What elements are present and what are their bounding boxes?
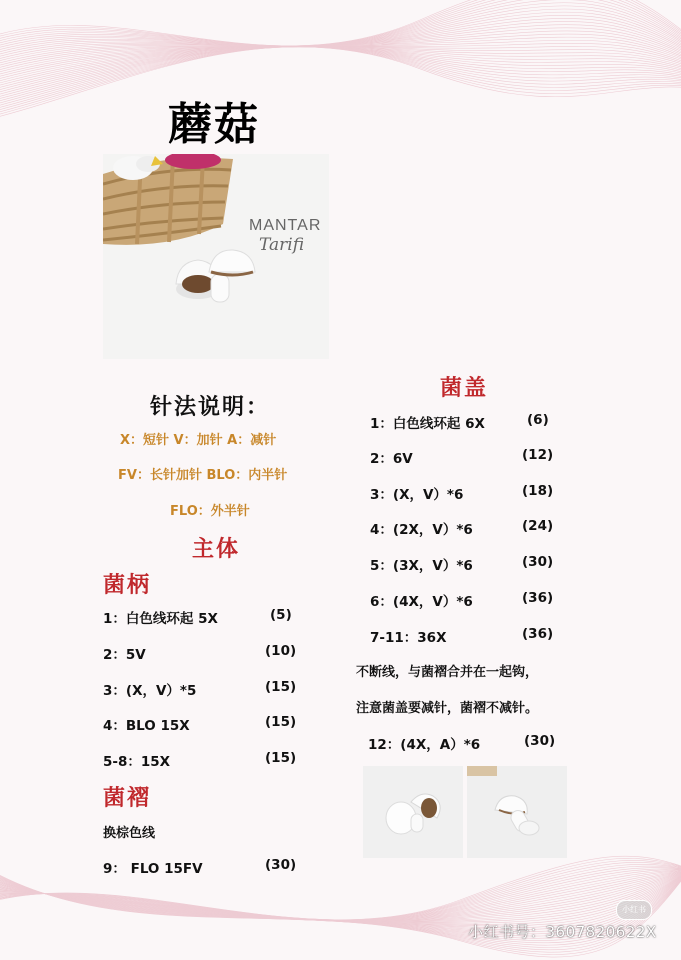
xiaohongshu-logo-badge: 小红书 bbox=[616, 900, 652, 920]
cap-row-count: (36) bbox=[522, 626, 554, 642]
cap-row-text: 2：6V bbox=[370, 451, 413, 467]
stem-row-text: 5-8：15X bbox=[103, 754, 171, 770]
cap-row-count: (30) bbox=[522, 554, 554, 570]
photo-brand-line1: MANTAR bbox=[249, 217, 322, 234]
stem-row-count: (15) bbox=[265, 714, 297, 730]
stem-row-text: 1：白色线环起 5X bbox=[103, 611, 218, 627]
stem-row-text: 3：(X，V）*5 bbox=[103, 683, 197, 699]
mushroom-photo bbox=[103, 154, 329, 359]
gill-note: 换棕色线 bbox=[103, 826, 156, 841]
mushroom-detail-photo bbox=[467, 766, 567, 858]
stem-row-count: (10) bbox=[265, 643, 297, 659]
photo-brand-line2: Tarifi bbox=[259, 235, 305, 255]
cap-row-text: 4：(2X，V）*6 bbox=[370, 522, 473, 538]
cap-row-text: 3：(X，V）*6 bbox=[370, 487, 464, 503]
cap-row-text: 1：白色线环起 6X bbox=[370, 416, 485, 432]
stem-row-count: (15) bbox=[265, 750, 297, 766]
section-heading-cap: 菌盖 bbox=[440, 376, 489, 401]
cap-row-text: 7-11：36X bbox=[370, 630, 447, 646]
stem-row-count: (15) bbox=[265, 679, 297, 695]
mushroom-detail-photo bbox=[363, 766, 463, 858]
gill-row-text: 9： FLO 15FV bbox=[103, 861, 203, 877]
stem-row-text: 2：5V bbox=[103, 647, 146, 663]
cap-row-text: 6：(4X，V）*6 bbox=[370, 594, 473, 610]
cap-row-text: 5：(3X，V）*6 bbox=[370, 558, 473, 574]
stitch-legend-line: X：短针 V：加针 A：减针 bbox=[120, 433, 277, 448]
cap-instruction-note: 不断线，与菌褶合并在一起钩， bbox=[356, 665, 539, 680]
cap-row-count: (6) bbox=[527, 412, 549, 428]
section-heading-stem: 菌柄 bbox=[103, 573, 152, 598]
cap-row-count: (30) bbox=[524, 733, 556, 749]
cap-instruction-note: 注意菌盖要减针，菌褶不减针。 bbox=[356, 701, 539, 716]
cap-row-count: (24) bbox=[522, 518, 554, 534]
stitch-legend-heading: 针法说明： bbox=[150, 395, 271, 420]
section-heading-gill: 菌褶 bbox=[103, 786, 152, 811]
cap-row-count: (18) bbox=[522, 483, 554, 499]
section-heading-body: 主体 bbox=[192, 537, 241, 562]
gill-row-count: (30) bbox=[265, 857, 297, 873]
stem-row-text: 4：BLO 15X bbox=[103, 718, 190, 734]
stitch-legend-line: FLO：外半针 bbox=[170, 504, 250, 519]
stitch-legend-line: FV：长针加针 BLO：内半针 bbox=[118, 468, 288, 483]
cap-row-count: (12) bbox=[522, 447, 554, 463]
stem-row-count: (5) bbox=[270, 607, 292, 623]
page-title: 蘑菇 bbox=[168, 99, 260, 150]
watermark-text: 小红书号：3607820622X bbox=[468, 923, 657, 941]
cap-row-text: 12：(4X，A）*6 bbox=[368, 737, 481, 753]
cap-row-count: (36) bbox=[522, 590, 554, 606]
